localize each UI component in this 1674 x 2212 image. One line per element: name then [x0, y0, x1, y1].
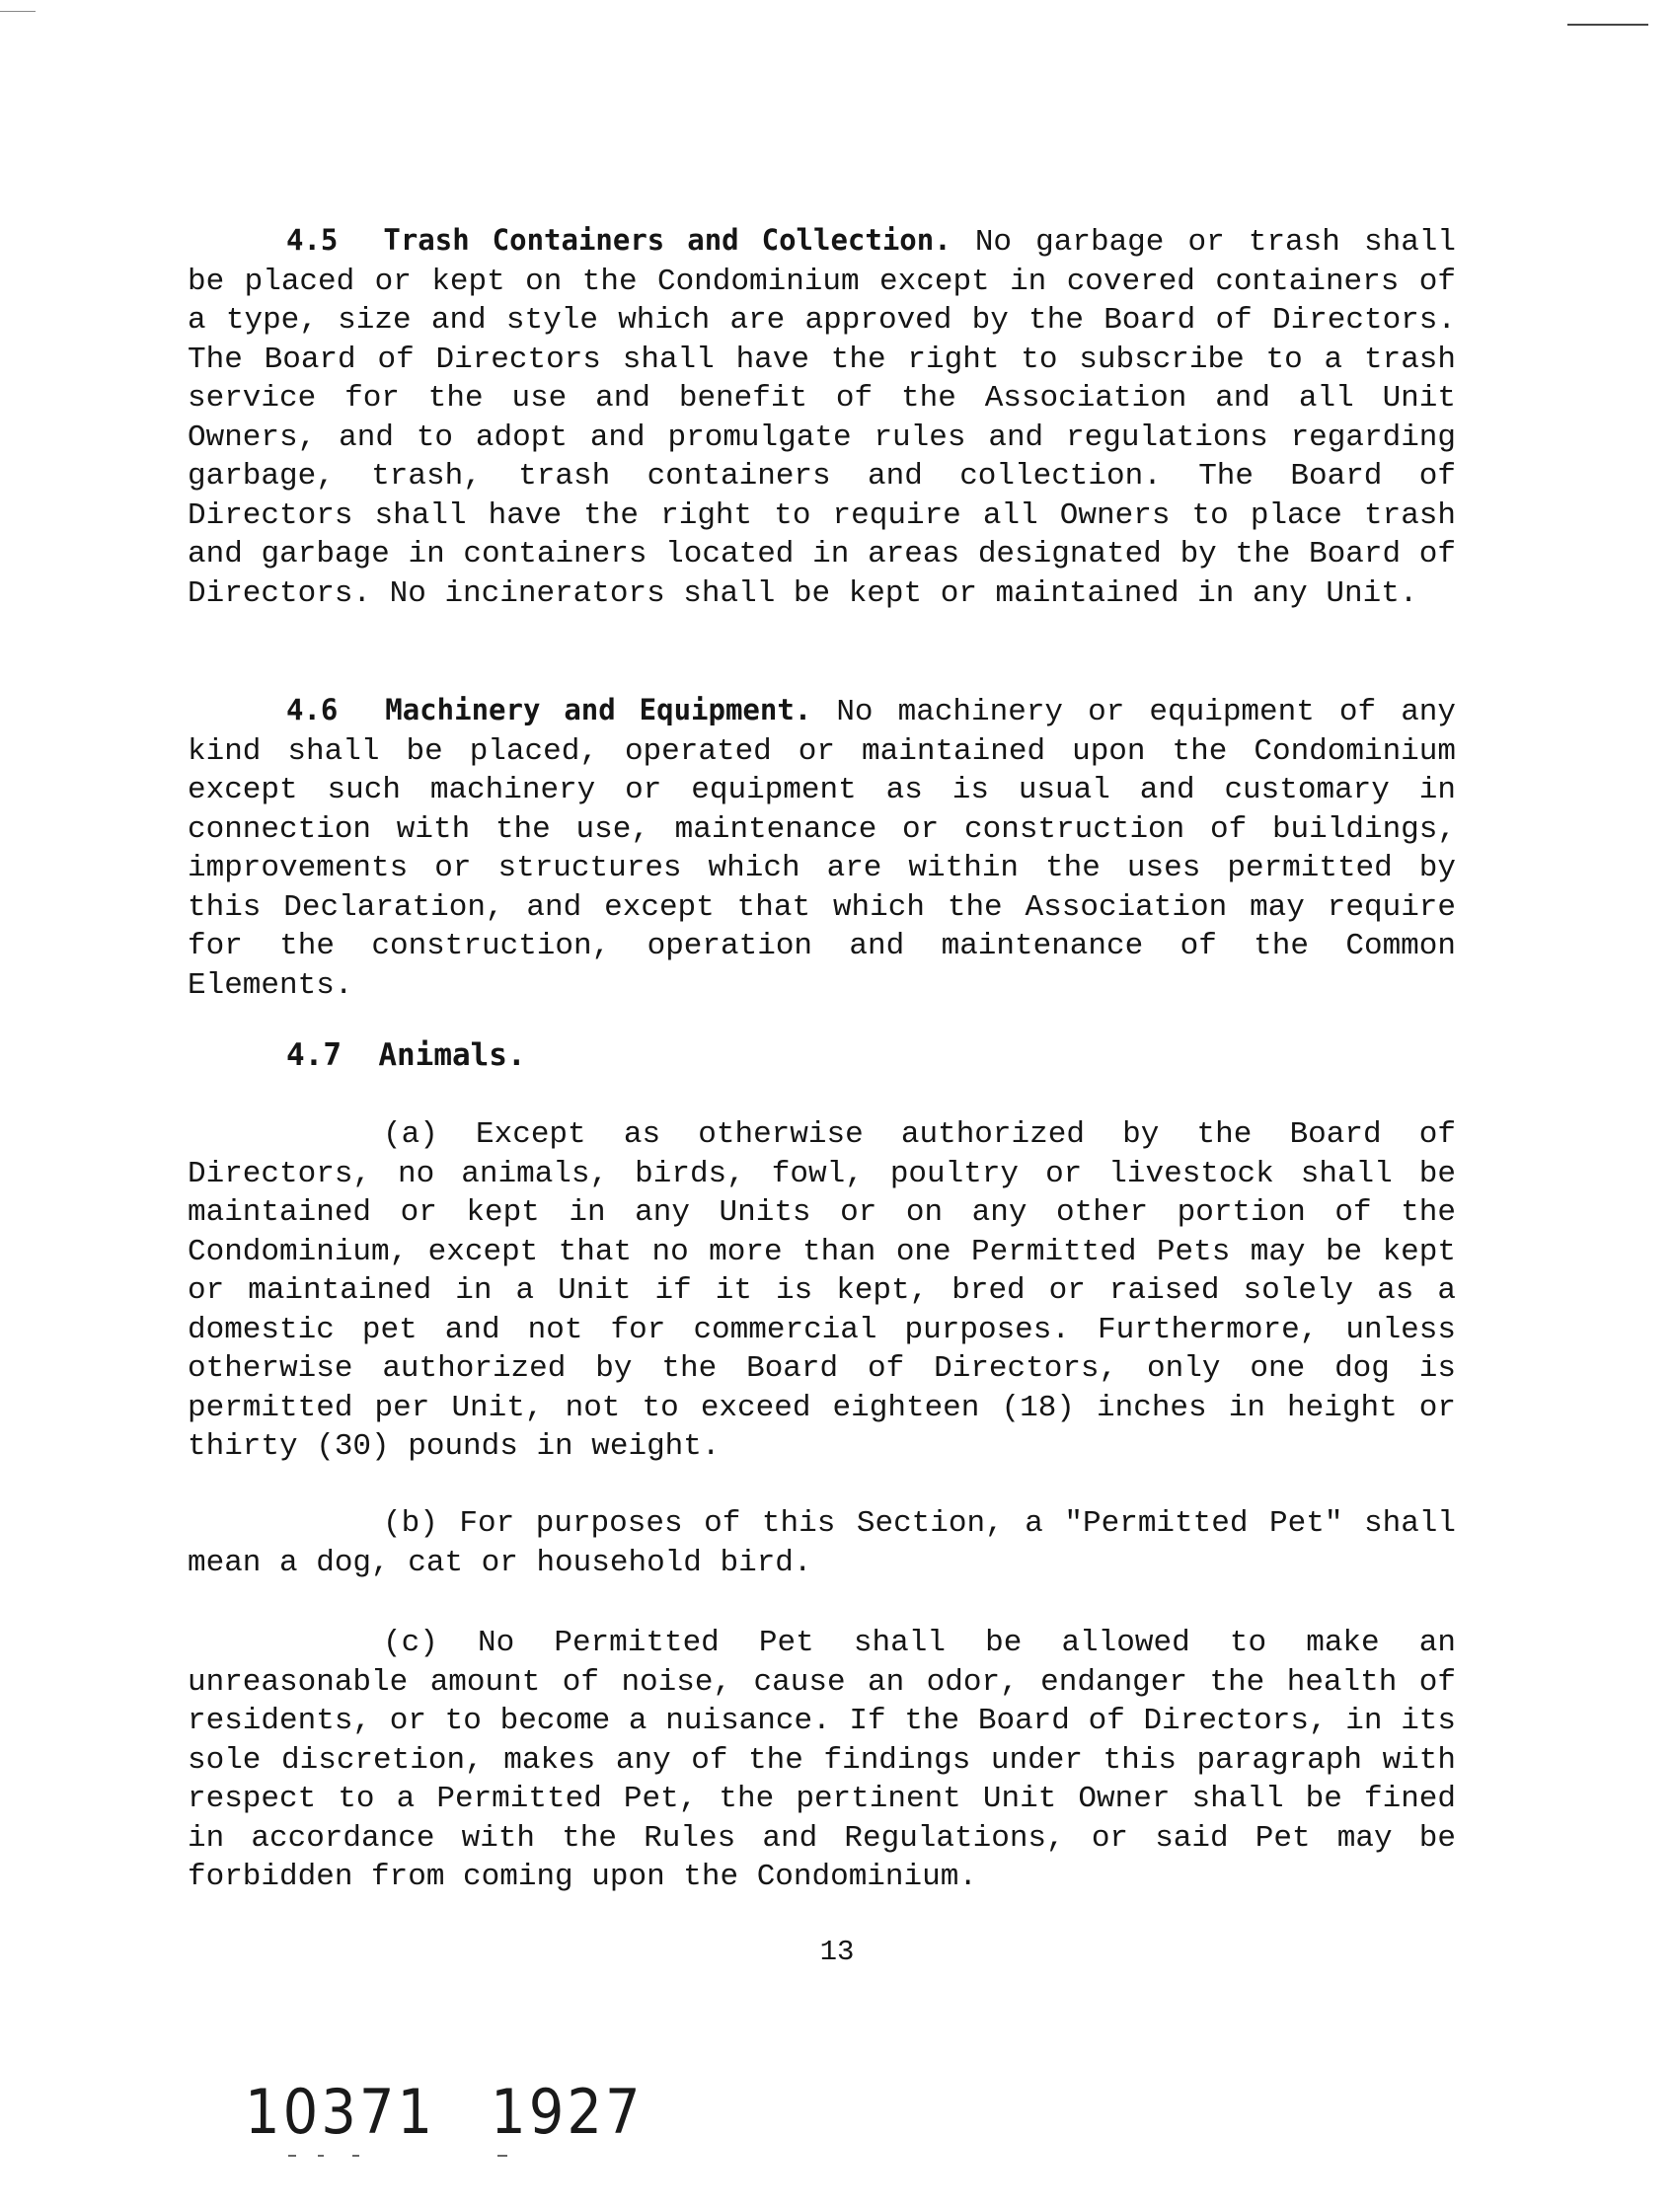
section-4-7-c-paragraph: (c) No Permitted Pet shall be allowed to make an unreasonable amount of noise, cause an odor, endanger the health of residents, or to become a nuisance. If the Board of Directors, in its sole discretion, makes any of the findings under this paragraph with respect to a Permitted Pet, the pertinent Unit Owner shall be fined in accordance with the Rules and Regulations, or said Pet may be forbidden from coming upon the Condominium.: [188, 1626, 1456, 1894]
section-4-5-title: Trash Containers and Collection.: [383, 223, 951, 257]
stamp-dash: [288, 2155, 296, 2157]
section-4-7-a: [188, 1115, 1456, 1467]
recording-page-number: 1927: [491, 2077, 644, 2149]
section-4-6-heading: [286, 693, 811, 726]
scan-artifact-top-right: [1567, 24, 1648, 26]
recording-stamp: [245, 2077, 644, 2149]
section-4-7-b: [188, 1504, 1456, 1582]
section-4-5-body: No garbage or trash shall be placed or kept on the Condominium except in covered containers of a type, size and style which are approved by the Board of Directors. The Board of Directors shall have the right to subscribe to a trash service for the use and benefit of the Association and all Unit Owners, and to adopt and promulgate rules and regulations regarding garbage, trash, trash containers and collection. The Board of Directors shall have the right to require all Owners to place trash and garbage in containers located in areas designated by the Board of Directors. No incinerators shall be kept or maintained in any Unit.: [188, 225, 1457, 611]
section-4-6-number: 4.6: [286, 693, 339, 726]
section-4-5: [188, 221, 1456, 613]
page-number: [0, 1936, 1674, 1968]
section-4-7-heading: [286, 1036, 526, 1076]
section-4-6-title: Machinery and Equipment.: [385, 693, 812, 726]
page-number-text: 13: [819, 1936, 855, 1968]
stamp-dash: [352, 2155, 359, 2157]
recording-book-number: 10371: [245, 2077, 436, 2149]
section-4-5-heading: [286, 223, 951, 257]
section-4-6-paragraph: [188, 691, 1456, 1005]
stamp-dash: [318, 2155, 324, 2157]
section-4-7-b-paragraph: (b) For purposes of this Section, a "Permitted Pet" shall mean a dog, cat or household bird.: [188, 1506, 1456, 1580]
section-4-7-c: [188, 1624, 1456, 1897]
section-4-7-number: 4.7: [286, 1037, 342, 1073]
section-4-6-body: No machinery or equipment of any kind shall be placed, operated or maintained upon the Condominium except such machinery or equipment as is usual and customary in connection with the use, maintenance or construction of buildings, improvements or structures which are within the uses permitted by this Declaration, and except that which the Association may require for the construction, operation and maintenance of the Common Elements.: [188, 695, 1457, 1003]
section-4-6: [188, 691, 1456, 1005]
stamp-dash: [497, 2155, 507, 2157]
section-4-5-paragraph: [188, 221, 1456, 613]
section-4-5-number: 4.5: [286, 223, 339, 257]
section-4-7-title: Animals.: [378, 1037, 526, 1073]
section-4-7-a-paragraph: (a) Except as otherwise authorized by the Board of Directors, no animals, birds, fowl, poultry or livestock shall be maintained or kept in any Units or on any other portion of the Condominium, except that no more than one Permitted Pets may be kept or maintained in a Unit if it is kept, bred or raised solely as a domestic pet and not for commercial purposes. Furthermore, unless otherwise authorized by the Board of Directors, only one dog is permitted per Unit, not to exceed eighteen (18) inches in height or thirty (30) pounds in weight.: [188, 1117, 1456, 1464]
scan-artifact-top-left: [0, 11, 36, 12]
